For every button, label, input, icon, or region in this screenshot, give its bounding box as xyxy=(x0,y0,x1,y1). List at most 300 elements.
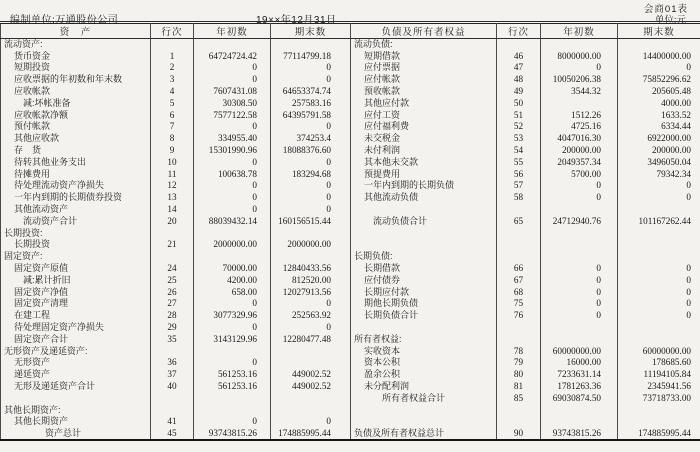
liability-label xyxy=(351,239,497,251)
asset-end-balance: 0 xyxy=(271,204,351,216)
table-row xyxy=(1,381,700,393)
liability-label xyxy=(351,404,497,416)
liability-label: 一年内到期的长期负债 xyxy=(351,180,497,192)
liability-begin-balance xyxy=(541,322,618,334)
liability-label: 其他应付款 xyxy=(351,97,497,109)
liability-label xyxy=(351,204,497,216)
asset-end-balance xyxy=(271,227,351,239)
asset-begin-balance xyxy=(194,227,271,239)
prepared-by: 编制单位:万通股份公司 xyxy=(10,14,119,26)
asset-end-balance: 449002.52 xyxy=(271,381,351,393)
asset-begin-balance: 0 xyxy=(194,192,271,204)
liability-label xyxy=(351,416,497,428)
table-row xyxy=(1,286,700,298)
asset-line-no: 45 xyxy=(151,428,194,440)
table-row xyxy=(1,428,700,440)
asset-end-balance: 12840433.56 xyxy=(271,263,351,275)
asset-label: 资产总计 xyxy=(45,427,82,438)
asset-label: 其他应收款 xyxy=(14,133,60,144)
asset-end-balance xyxy=(271,251,351,263)
liability-label: 应付福利费 xyxy=(351,121,497,133)
table-row xyxy=(1,74,700,86)
asset-begin-balance: 7577122.58 xyxy=(194,109,271,121)
liability-end-balance xyxy=(618,416,700,428)
table-row xyxy=(1,251,700,263)
liability-line-no: 68 xyxy=(497,286,541,298)
table-row xyxy=(1,333,700,345)
table-row xyxy=(1,121,700,133)
table-row xyxy=(1,97,700,109)
asset-line-no: 1 xyxy=(151,50,194,62)
asset-begin-balance: 0 xyxy=(194,121,271,133)
col-header-end-right: 期末数 xyxy=(618,24,700,39)
table-row xyxy=(1,215,700,227)
asset-line-no xyxy=(151,345,194,357)
liability-label: 所有者权益合计 xyxy=(351,392,497,404)
liability-end-balance xyxy=(618,404,700,416)
asset-begin-balance: 0 xyxy=(194,416,271,428)
asset-begin-balance: 0 xyxy=(194,156,271,168)
asset-begin-balance: 0 xyxy=(194,180,271,192)
liability-line-no: 79 xyxy=(497,357,541,369)
asset-end-balance: 252563.92 xyxy=(271,310,351,322)
liability-end-balance: 73718733.00 xyxy=(618,392,700,404)
liability-label: 长期应付款 xyxy=(351,286,497,298)
asset-end-balance: 64395791.58 xyxy=(271,109,351,121)
liability-label: 长期负债: xyxy=(351,251,497,263)
asset-label: 待处理流动资产净损失 xyxy=(14,180,105,191)
liability-label: 盈余公积 xyxy=(351,369,497,381)
col-header-line-no-right: 行次 xyxy=(497,24,541,39)
asset-line-no: 13 xyxy=(151,192,194,204)
liability-end-balance xyxy=(618,322,700,334)
liability-end-balance: 6334.44 xyxy=(618,121,700,133)
table-row xyxy=(1,416,700,428)
liability-line-no: 57 xyxy=(497,180,541,192)
asset-line-no: 28 xyxy=(151,310,194,322)
asset-label: 流动资产合计 xyxy=(23,215,78,226)
liability-begin-balance: 7233631.14 xyxy=(541,369,618,381)
asset-label: 减:坏帐准备 xyxy=(23,97,71,108)
liability-line-no xyxy=(497,416,541,428)
asset-begin-balance xyxy=(194,39,271,51)
header-rule xyxy=(0,21,700,22)
liability-line-no: 67 xyxy=(497,274,541,286)
asset-end-balance: 0 xyxy=(271,156,351,168)
table-row xyxy=(1,298,700,310)
liability-end-balance xyxy=(618,204,700,216)
liability-end-balance: 205605.48 xyxy=(618,86,700,98)
liability-end-balance: 4000.00 xyxy=(618,97,700,109)
asset-end-balance xyxy=(271,404,351,416)
asset-line-no: 8 xyxy=(151,133,194,145)
liability-end-balance: 11194105.84 xyxy=(618,369,700,381)
col-header-begin-left: 年初数 xyxy=(194,24,271,39)
asset-end-balance: 0 xyxy=(271,192,351,204)
liability-line-no xyxy=(497,39,541,51)
table-row xyxy=(1,369,700,381)
asset-begin-balance: 334955.40 xyxy=(194,133,271,145)
asset-end-balance: 2000000.00 xyxy=(271,239,351,251)
liability-end-balance: 0 xyxy=(618,263,700,275)
asset-begin-balance: 561253.16 xyxy=(194,369,271,381)
liability-line-no: 54 xyxy=(497,145,541,157)
asset-label: 固定资产清理 xyxy=(14,298,69,309)
asset-line-no: 40 xyxy=(151,381,194,393)
asset-begin-balance xyxy=(194,404,271,416)
asset-label: 其他长期资产 xyxy=(14,416,69,427)
asset-begin-balance: 0 xyxy=(194,204,271,216)
asset-end-balance: 0 xyxy=(271,322,351,334)
liability-label: 应付债券 xyxy=(351,274,497,286)
asset-begin-balance xyxy=(194,345,271,357)
asset-line-no: 26 xyxy=(151,286,194,298)
asset-label: 其他长期资产: xyxy=(4,404,61,415)
asset-end-balance: 174885995.44 xyxy=(271,428,351,440)
liability-end-balance: 0 xyxy=(618,310,700,322)
liability-line-no: 66 xyxy=(497,263,541,275)
liability-begin-balance xyxy=(541,204,618,216)
liability-line-no: 76 xyxy=(497,310,541,322)
liability-label: 应付帐款 xyxy=(351,74,497,86)
liability-line-no: 51 xyxy=(497,109,541,121)
asset-label: 固定资产: xyxy=(4,251,43,262)
table-row xyxy=(1,50,700,62)
asset-end-balance: 0 xyxy=(271,298,351,310)
liability-begin-balance: 10050206.38 xyxy=(541,74,618,86)
asset-line-no: 14 xyxy=(151,204,194,216)
asset-label: 长期投资 xyxy=(14,239,51,250)
liability-label: 短期借款 xyxy=(351,50,497,62)
asset-line-no: 4 xyxy=(151,86,194,98)
asset-label: 短期投资 xyxy=(14,62,51,73)
asset-end-balance: 0 xyxy=(271,62,351,74)
liability-line-no: 53 xyxy=(497,133,541,145)
asset-begin-balance: 561253.16 xyxy=(194,381,271,393)
liability-begin-balance xyxy=(541,251,618,263)
liability-label: 所有者权益: xyxy=(351,333,497,345)
table-row xyxy=(1,263,700,275)
sheet-header xyxy=(0,0,700,26)
asset-end-balance: 0 xyxy=(271,74,351,86)
col-header-liabilities-equity: 负债及所有者权益 xyxy=(351,24,497,39)
asset-label: 固定资产合计 xyxy=(14,333,69,344)
asset-label: 应收票据的年初数和年末数 xyxy=(14,74,123,85)
table-row xyxy=(1,145,700,157)
liability-begin-balance xyxy=(541,333,618,345)
asset-line-no: 20 xyxy=(151,215,194,227)
asset-line-no: 10 xyxy=(151,156,194,168)
asset-label: 无形资产及递延资产: xyxy=(4,345,88,356)
asset-line-no xyxy=(151,227,194,239)
liability-line-no: 78 xyxy=(497,345,541,357)
asset-line-no: 7 xyxy=(151,121,194,133)
liability-begin-balance: 0 xyxy=(541,286,618,298)
liability-end-balance: 2345941.56 xyxy=(618,381,700,393)
asset-begin-balance: 658.00 xyxy=(194,286,271,298)
table-row xyxy=(1,357,700,369)
liability-end-balance: 14400000.00 xyxy=(618,50,700,62)
liability-label: 预收帐款 xyxy=(351,86,497,98)
liability-begin-balance: 0 xyxy=(541,263,618,275)
column-header-row xyxy=(1,24,700,39)
liability-begin-balance: 4725.16 xyxy=(541,121,618,133)
asset-line-no xyxy=(151,39,194,51)
liability-begin-balance: 60000000.00 xyxy=(541,345,618,357)
liability-begin-balance xyxy=(541,39,618,51)
table-row xyxy=(1,239,700,251)
liability-begin-balance: 1781263.36 xyxy=(541,381,618,393)
liability-begin-balance xyxy=(541,227,618,239)
asset-end-balance: 812520.00 xyxy=(271,274,351,286)
liability-label: 流动负债合计 xyxy=(351,215,497,227)
asset-label: 流动资产: xyxy=(4,39,43,50)
liability-line-no: 75 xyxy=(497,298,541,310)
asset-line-no: 37 xyxy=(151,369,194,381)
liability-line-no: 56 xyxy=(497,168,541,180)
sheet-body xyxy=(1,39,700,440)
asset-label: 递延资产 xyxy=(14,369,51,380)
liability-begin-balance: 0 xyxy=(541,310,618,322)
liability-label: 未交税金 xyxy=(351,133,497,145)
liability-end-balance: 60000000.00 xyxy=(618,345,700,357)
asset-label: 无形资产 xyxy=(14,357,51,368)
table-row xyxy=(1,392,700,404)
asset-label: 待处理固定资产净损失 xyxy=(14,322,105,333)
liability-label: 应付工资 xyxy=(351,109,497,121)
liability-label: 应付票据 xyxy=(351,62,497,74)
liability-line-no: 49 xyxy=(497,86,541,98)
liability-end-balance: 3496050.04 xyxy=(618,156,700,168)
asset-begin-balance: 0 xyxy=(194,298,271,310)
asset-label: 在建工程 xyxy=(14,310,51,321)
asset-line-no: 36 xyxy=(151,357,194,369)
liability-end-balance xyxy=(618,251,700,263)
liability-line-no: 52 xyxy=(497,121,541,133)
liability-end-balance: 75852296.62 xyxy=(618,74,700,86)
asset-line-no: 21 xyxy=(151,239,194,251)
asset-begin-balance: 0 xyxy=(194,74,271,86)
asset-end-balance: 18088376.60 xyxy=(271,145,351,157)
liability-end-balance: 0 xyxy=(618,274,700,286)
liability-begin-balance: 93743815.26 xyxy=(541,428,618,440)
liability-label xyxy=(351,322,497,334)
table-row xyxy=(1,62,700,74)
asset-begin-balance: 0 xyxy=(194,357,271,369)
asset-line-no: 27 xyxy=(151,298,194,310)
liability-label: 流动负债: xyxy=(351,39,497,51)
asset-label: 减:累计折旧 xyxy=(23,274,71,285)
asset-label xyxy=(1,392,151,404)
liability-begin-balance: 4047016.30 xyxy=(541,133,618,145)
liability-end-balance: 178685.60 xyxy=(618,357,700,369)
asset-label: 待摊费用 xyxy=(14,168,51,179)
asset-line-no: 41 xyxy=(151,416,194,428)
balance-sheet-table xyxy=(0,23,700,441)
liability-line-no: 55 xyxy=(497,156,541,168)
table-row xyxy=(1,133,700,145)
asset-label: 应收帐款 xyxy=(14,86,51,97)
liability-end-balance xyxy=(618,239,700,251)
asset-end-balance xyxy=(271,345,351,357)
liability-line-no xyxy=(497,204,541,216)
liability-begin-balance: 200000.00 xyxy=(541,145,618,157)
asset-begin-balance: 15301990.96 xyxy=(194,145,271,157)
form-code: 会商01表 xyxy=(643,4,688,15)
liability-line-no: 85 xyxy=(497,392,541,404)
asset-end-balance: 77114799.18 xyxy=(271,50,351,62)
asset-end-balance: 449002.52 xyxy=(271,369,351,381)
liability-end-balance: 79342.34 xyxy=(618,168,700,180)
asset-label: 一年内到期的长期债券投资 xyxy=(14,192,123,203)
table-row xyxy=(1,310,700,322)
col-header-begin-right: 年初数 xyxy=(541,24,618,39)
asset-line-no: 24 xyxy=(151,263,194,275)
asset-label: 无形及递延资产合计 xyxy=(14,381,96,391)
col-header-assets: 资 产 xyxy=(1,24,151,39)
asset-begin-balance: 2000000.00 xyxy=(194,239,271,251)
table-row xyxy=(1,156,700,168)
liability-label: 资本公积 xyxy=(351,357,497,369)
liability-line-no xyxy=(497,227,541,239)
liability-begin-balance: 0 xyxy=(541,62,618,74)
liability-end-balance xyxy=(618,227,700,239)
liability-line-no xyxy=(497,322,541,334)
asset-begin-balance: 7607431.08 xyxy=(194,86,271,98)
table-row xyxy=(1,274,700,286)
liability-label: 预提费用 xyxy=(351,168,497,180)
asset-line-no: 5 xyxy=(151,97,194,109)
liability-label: 负债及所有者权益总计 xyxy=(351,428,497,440)
asset-begin-balance: 0 xyxy=(194,322,271,334)
asset-begin-balance: 70000.00 xyxy=(194,263,271,275)
asset-line-no: 11 xyxy=(151,168,194,180)
liability-line-no: 80 xyxy=(497,369,541,381)
asset-end-balance: 12280477.48 xyxy=(271,333,351,345)
asset-line-no: 12 xyxy=(151,180,194,192)
col-header-line-no-left: 行次 xyxy=(151,24,194,39)
liability-begin-balance: 8000000.00 xyxy=(541,50,618,62)
liability-end-balance xyxy=(618,333,700,345)
asset-line-no xyxy=(151,392,194,404)
liability-begin-balance: 5700.00 xyxy=(541,168,618,180)
liability-end-balance: 0 xyxy=(618,192,700,204)
liability-label: 未付利润 xyxy=(351,145,497,157)
asset-begin-balance: 30308.50 xyxy=(194,97,271,109)
liability-begin-balance: 0 xyxy=(541,180,618,192)
liability-end-balance: 0 xyxy=(618,62,700,74)
table-row xyxy=(1,322,700,334)
liability-begin-balance xyxy=(541,416,618,428)
asset-begin-balance: 0 xyxy=(194,62,271,74)
liability-begin-balance: 0 xyxy=(541,192,618,204)
liability-line-no xyxy=(497,404,541,416)
liability-end-balance xyxy=(618,39,700,51)
liability-begin-balance xyxy=(541,239,618,251)
asset-line-no: 2 xyxy=(151,62,194,74)
liability-begin-balance: 24712940.76 xyxy=(541,215,618,227)
asset-begin-balance: 3143129.96 xyxy=(194,333,271,345)
table-row xyxy=(1,227,700,239)
liability-begin-balance xyxy=(541,404,618,416)
asset-end-balance: 64653374.74 xyxy=(271,86,351,98)
liability-begin-balance: 0 xyxy=(541,298,618,310)
liability-line-no xyxy=(497,239,541,251)
liability-end-balance: 6922000.00 xyxy=(618,133,700,145)
table-row xyxy=(1,39,700,51)
table-row xyxy=(1,168,700,180)
liability-begin-balance: 3544.32 xyxy=(541,86,618,98)
asset-end-balance xyxy=(271,392,351,404)
asset-end-balance xyxy=(271,39,351,51)
asset-end-balance: 0 xyxy=(271,416,351,428)
asset-begin-balance xyxy=(194,251,271,263)
table-row xyxy=(1,86,700,98)
asset-line-no: 25 xyxy=(151,274,194,286)
asset-label: 应收帐款净额 xyxy=(14,109,69,120)
col-header-end-left: 期末数 xyxy=(271,24,351,39)
liability-line-no: 48 xyxy=(497,74,541,86)
liability-line-no: 81 xyxy=(497,381,541,393)
asset-end-balance: 160156515.44 xyxy=(271,215,351,227)
liability-label: 实收资本 xyxy=(351,345,497,357)
liability-line-no xyxy=(497,333,541,345)
asset-line-no: 29 xyxy=(151,322,194,334)
asset-label: 货币资金 xyxy=(14,50,51,61)
liability-label xyxy=(351,227,497,239)
asset-begin-balance: 4200.00 xyxy=(194,274,271,286)
liability-label: 其本他未交款 xyxy=(351,156,497,168)
asset-line-no xyxy=(151,251,194,263)
liability-begin-balance: 2049357.34 xyxy=(541,156,618,168)
liability-line-no: 47 xyxy=(497,62,541,74)
asset-label: 固定资产原值 xyxy=(14,263,69,274)
asset-begin-balance: 64724724.42 xyxy=(194,50,271,62)
asset-end-balance: 0 xyxy=(271,121,351,133)
liability-end-balance: 101167262.44 xyxy=(618,215,700,227)
liability-line-no: 50 xyxy=(497,97,541,109)
asset-begin-balance: 93743815.26 xyxy=(194,428,271,440)
liability-begin-balance: 69030874.50 xyxy=(541,392,618,404)
liability-end-balance: 0 xyxy=(618,298,700,310)
asset-end-balance: 257583.16 xyxy=(271,97,351,109)
table-row xyxy=(1,345,700,357)
liability-end-balance: 174885995.44 xyxy=(618,428,700,440)
asset-label: 待转其他业务支出 xyxy=(14,156,87,167)
asset-end-balance xyxy=(271,357,351,369)
table-row xyxy=(1,109,700,121)
table-row xyxy=(1,204,700,216)
liability-begin-balance xyxy=(541,97,618,109)
liability-label: 期他长期负债 xyxy=(351,298,497,310)
asset-line-no: 9 xyxy=(151,145,194,157)
liability-line-no: 58 xyxy=(497,192,541,204)
liability-line-no: 65 xyxy=(497,215,541,227)
asset-begin-balance: 88039432.14 xyxy=(194,215,271,227)
liability-label: 长期借款 xyxy=(351,263,497,275)
liability-label: 未分配利润 xyxy=(351,381,497,393)
liability-end-balance: 0 xyxy=(618,180,700,192)
asset-end-balance: 0 xyxy=(271,180,351,192)
asset-end-balance: 12027913.56 xyxy=(271,286,351,298)
liability-end-balance: 1633.52 xyxy=(618,109,700,121)
asset-label: 其他流动资产 xyxy=(14,204,69,215)
asset-end-balance: 374253.4 xyxy=(271,133,351,145)
asset-label: 存 货 xyxy=(14,145,42,156)
liability-line-no: 46 xyxy=(497,50,541,62)
asset-begin-balance: 100638.78 xyxy=(194,168,271,180)
liability-label: 其他流动负债 xyxy=(351,192,497,204)
